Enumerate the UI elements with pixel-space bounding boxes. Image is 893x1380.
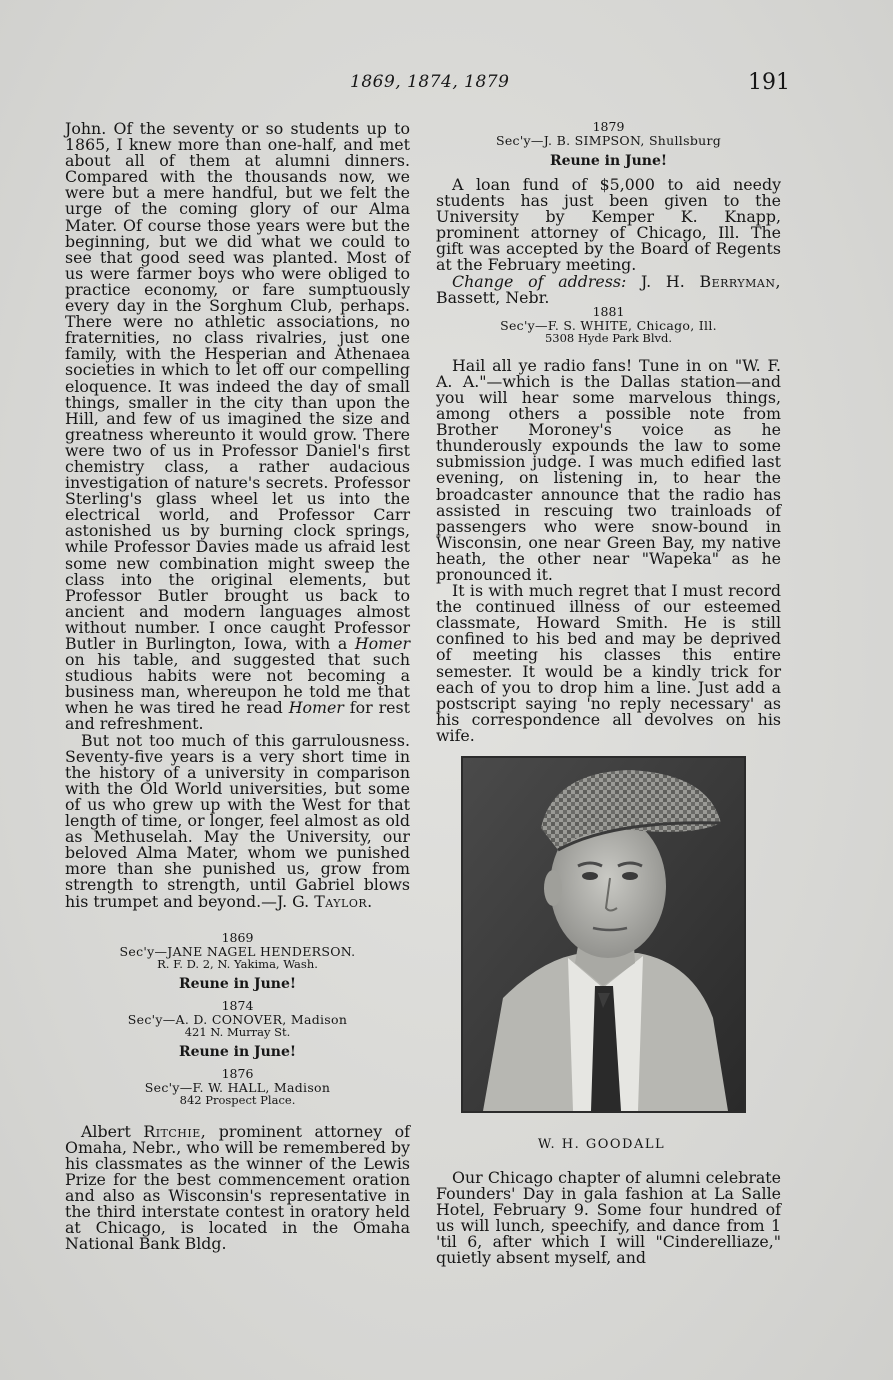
right-column [436, 121, 781, 744]
paragraph-ritchie: Albert Ritchie, prominent attorney of Omaha, Nebr., who will be remembered by his classmates as the winner of the Lewis Prize for the best commencement oration and also as Wisconsin's representative in the third interstate contest in oratory held at Chicago, is located in the Omaha National Bank Bldg. [65, 1121, 410, 1254]
portrait-image [463, 758, 744, 1111]
secretary-1876: Sec'y—F. W. HALL, Madison [144, 1079, 331, 1095]
class-year-1879: 1879 [592, 119, 625, 134]
photo-caption: W. H. GOODALL [537, 1137, 666, 1152]
paragraph-howard-smith: It is with much regret that I must record the continued illness of our esteemed classmate, Howard Smith. He is still confined to his bed and may be deprived of meeting his classes this entire semester. It would be a kindly trick for each of you to drop him a line. Just add a postscript saying 'no reply necessary' as his correspondence all devolves on his wife. [436, 581, 781, 745]
class-year-1869: 1869 [221, 929, 254, 945]
signature: Taylor. [314, 891, 373, 911]
class-year-1876: 1876 [221, 1065, 254, 1081]
left-column [65, 121, 410, 1252]
class-1874-block [65, 997, 410, 1060]
class-year-1881: 1881 [592, 303, 625, 319]
class-1881-block [436, 303, 781, 345]
secretary-1881: Sec'y—F. S. WHITE, Chicago, Ill. [500, 317, 717, 333]
class-1879-block [436, 121, 781, 167]
address-1881: 5308 Hyde Park Blvd. [544, 330, 673, 345]
paragraph-taylor-reminiscence: John. Of the seventy or so students up to 1865, I knew more than one-half, and met about all of them at alumni dinners. Compared with the thousands now, we were but a mere handful, but we felt the urge of the coming glory of our Alma Mater. Of course those years were but the beginning, but we did what we could to see that good seed was planted. Most of us were farmer boys who were obliged to practice economy, or fare sumptuously every day in the Sorghum Club, perhaps. There were no athletic associations, no fraternities, no class rivalries, just one family, with the Hesperian and Athenaea societies in which to let off our compelling eloquence. It was indeed the day of small things, smaller in the city than upon the Hill, and few of us imagined the size and greatness whereunto it would grow. There were two of us in Professor Daniel's first chemistry class, a rather audacious investigation of nature's secrets. Professor Sterling's glass wheel let us into the electrical world, and Professor Carr astonished us by burning clock springs, while Professor Davies made us afraid lest some new combination might sweep the class into the original elements, but Professor Butler brought us back to ancient and modern languages almost without number. I once caught Professor Butler in Burlington, Iowa, with a Homer on his table, and suggested that such studious habits were not becoming a business man, whereupon he told me that when he was tired he read Homer for rest and refreshment. [65, 119, 410, 734]
running-head: 1869, 1874, 1879 [350, 72, 510, 92]
address-1876: 842 Prospect Place. [179, 1092, 296, 1107]
change-of-address: Change of address: J. H. Berryman, Bassett, Nebr. [436, 271, 781, 307]
portrait-photo [461, 756, 746, 1113]
paragraph-taylor-closing: But not too much of this garrulousness. Seventy-five years is a very short time in the history of a university in comparison with the Old World universities, but some of us who grew up with the West for that length of time, or longer, feel almost as old as Methuselah. May the University, our beloved Alma Mater, whom we punished more than she punished us, grow from strength to strength, until Gabriel blows his trumpet and beyond.—J. G. Taylor. [65, 730, 410, 911]
address-1874: 421 N. Murray St. [184, 1024, 291, 1039]
page-number: 191 [748, 70, 790, 95]
reune-1874: Reune in June! [178, 1043, 297, 1060]
class-1869-block [65, 929, 410, 992]
paragraph-radio: Hail all ye radio fans! Tune in on "W. F. A. A."—which is the Dallas station—and you will hear some marvelous things, among others a possible note from Brother Moroney's voice as he thunderously expounds the law to some submission judge. I was much edified last evening, on listening in, to hear the broadcaster announce that the radio has assisted in rescuing two trainloads of passengers who were snow-bound in Wisconsin, one near Green Bay, my native heath, the other near "Wapeka" as he pronounced it. [436, 355, 781, 584]
paragraph-chicago-chapter: Our Chicago chapter of alumni celebrate Founders' Day in gala fashion at La Salle Hotel, February 9. Some four hundred of us will lunch, speechify, and dance from 1 'til 6, after which I will "Cinderelliaze," quietly absent myself, and [436, 1168, 781, 1268]
paragraph-loan-fund: A loan fund of $5,000 to aid needy students has just been given to the University by Kemper K. Knapp, prominent attorney of Chicago, Ill. The gift was accepted by the Board of Regents at the February meeting. [436, 175, 781, 275]
address-1869: R. F. D. 2, N. Yakima, Wash. [157, 956, 318, 971]
secretary-1869: Sec'y—JANE NAGEL HENDERSON. [119, 943, 356, 959]
reune-1869: Reune in June! [178, 975, 297, 992]
secretary-1879: Sec'y—J. B. SIMPSON, Shullsburg [495, 133, 722, 148]
secretary-1874: Sec'y—A. D. CONOVER, Madison [127, 1011, 348, 1027]
class-1876-block [65, 1065, 410, 1107]
reune-1879: Reune in June! [549, 153, 668, 169]
class-year-1874: 1874 [221, 997, 254, 1013]
right-column-bottom [436, 1170, 781, 1267]
